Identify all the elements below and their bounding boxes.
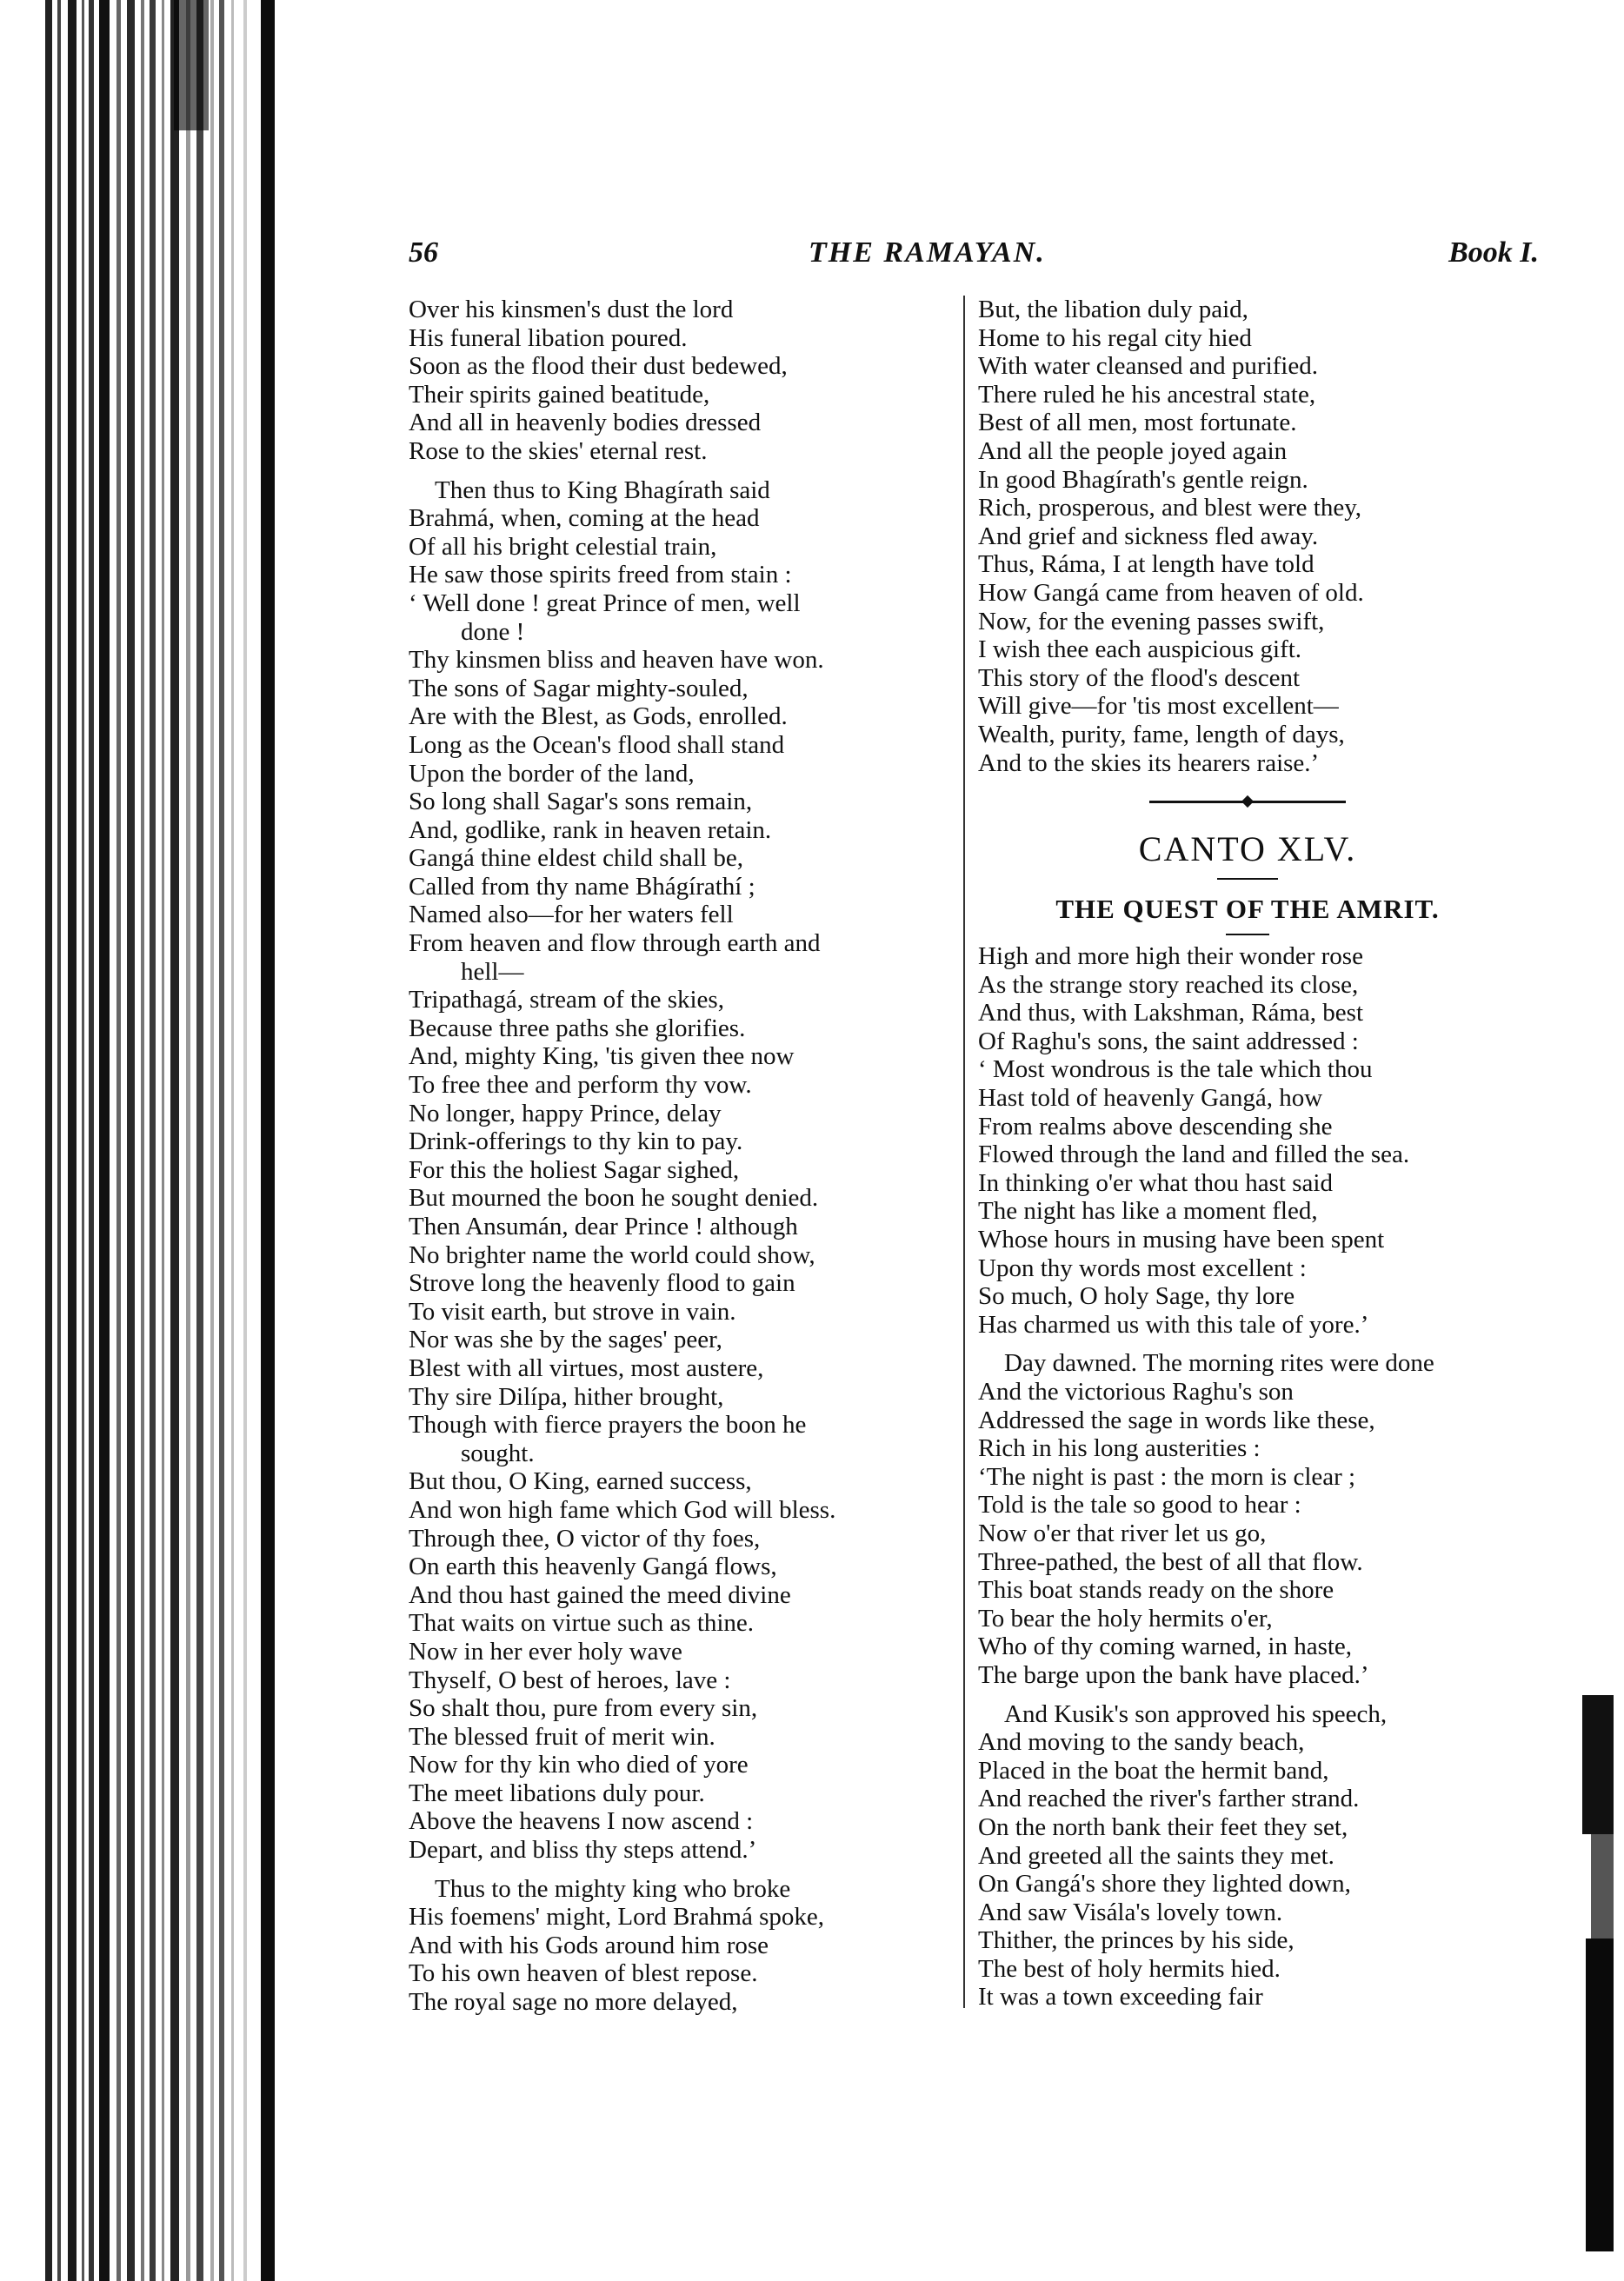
verse-line: Gangá thine eldest child shall be, — [409, 844, 743, 873]
verse-line: And, mighty King, 'tis given thee now — [409, 1042, 795, 1071]
verse-line: Though with fierce prayers the boon he — [409, 1411, 807, 1440]
page-number: 56 — [409, 236, 438, 269]
verse-line: And, godlike, rank in heaven retain. — [409, 815, 772, 844]
verse-line: Upon thy words most excellent : — [978, 1254, 1307, 1282]
verse-line: The meet libations duly pour. — [409, 1779, 705, 1807]
verse-line: There ruled he his ancestral state, — [978, 380, 1316, 409]
verse-line: Upon the border of the land, — [409, 759, 695, 788]
verse-line: This story of the flood's descent — [978, 663, 1301, 692]
verse-line: Told is the tale so good to hear : — [978, 1491, 1301, 1520]
verse-line: Rich in his long austerities : — [978, 1434, 1261, 1463]
verse-line: To bear the holy hermits o'er, — [978, 1604, 1273, 1633]
verse-line: With water cleansed and purified. — [978, 352, 1318, 381]
verse-line: ‘ Well done ! great Prince of men, well — [409, 589, 801, 617]
verse-line: I wish thee each auspicious gift. — [978, 635, 1302, 664]
verse-line: For this the holiest Sagar sighed, — [409, 1155, 740, 1184]
verse-line: And won high fame which God will bless. — [409, 1495, 836, 1524]
verse-line: Tripathagá, stream of the skies, — [409, 986, 724, 1014]
section-ornament — [978, 786, 1517, 812]
verse-line: Because three paths she glorifies. — [409, 1014, 746, 1042]
verse-line: And greeted all the saints they met. — [978, 1841, 1334, 1870]
verse-line: Whose hours in musing have been spent — [978, 1226, 1385, 1254]
verse-line: But, the libation duly paid, — [978, 296, 1248, 323]
verse-line: And to the skies its hearers raise.’ — [978, 748, 1320, 777]
verse-line: Now for thy kin who died of yore — [409, 1751, 749, 1779]
verse-line: Nor was she by the sages' peer, — [409, 1326, 722, 1354]
verse-line: Hast told of heavenly Gangá, how — [978, 1084, 1323, 1113]
verse-line: Through thee, O victor of thy foes, — [409, 1524, 761, 1553]
verse-line: And thou hast gained the meed divine — [409, 1580, 791, 1609]
verse-line: And thus, with Lakshman, Ráma, best — [978, 999, 1364, 1027]
verse-line: Named also—for her waters fell — [409, 901, 734, 929]
verse-line: To his own heaven of blest repose. — [409, 1959, 758, 1988]
verse-line: ‘ Most wondrous is the tale which thou — [978, 1055, 1373, 1084]
verse-line: How Gangá came from heaven of old. — [978, 578, 1364, 607]
verse-line: Then thus to King Bhagírath said — [435, 475, 770, 504]
scan-edge-artifact — [1574, 1695, 1624, 2260]
verse-line: The blessed fruit of merit win. — [409, 1722, 715, 1751]
verse-line: Rich, prosperous, and blest were they, — [978, 494, 1362, 522]
verse-line: And the victorious Raghu's son — [978, 1378, 1294, 1406]
verse-line: It was a town exceeding fair — [978, 1983, 1263, 2012]
verse-line: But mourned the boon he sought denied. — [409, 1184, 819, 1213]
right-column — [978, 296, 1517, 2012]
verse-line: His foemens' might, Lord Brahmá spoke, — [409, 1903, 825, 1932]
verse-line: And all the people joyed again — [978, 436, 1288, 465]
verse-line: Now in her ever holy wave — [409, 1637, 682, 1666]
verse-line: Then Ansumán, dear Prince ! although — [409, 1213, 798, 1240]
verse-line: The barge upon the bank have placed.’ — [978, 1660, 1369, 1689]
verse-line: Their spirits gained beatitude, — [409, 380, 710, 409]
verse-line: Has charmed us with this tale of yore.’ — [978, 1310, 1369, 1339]
verse-line: Over his kinsmen's dust the lord — [409, 296, 734, 323]
verse-line: Now o'er that river let us go, — [978, 1519, 1267, 1547]
right-column-verses-bottom — [978, 942, 1517, 2012]
verse-line: From heaven and flow through earth and — [409, 929, 821, 958]
scan-binding-edge — [0, 0, 287, 2281]
verse-line: So long shall Sagar's sons remain, — [409, 788, 753, 816]
verse-line: Brahmá, when, coming at the head — [409, 504, 760, 533]
verse-line: The best of holy hermits hied. — [978, 1954, 1281, 1983]
canto-title: CANTO XLV. — [1138, 829, 1357, 869]
verse-line: On Gangá's shore they lighted down, — [978, 1870, 1351, 1899]
verse-line: And moving to the sandy beach, — [978, 1728, 1305, 1757]
verse-line: And grief and sickness fled away. — [978, 522, 1319, 550]
title-rule — [1217, 878, 1278, 880]
verse-line: So much, O holy Sage, thy lore — [978, 1282, 1295, 1311]
verse-line: And all in heavenly bodies dressed — [409, 409, 762, 437]
verse-line: hell— — [461, 957, 524, 986]
verse-line: The royal sage no more delayed, — [409, 1988, 738, 2017]
verse-line: done ! — [461, 617, 525, 646]
verse-line: Blest with all virtues, most austere, — [409, 1353, 764, 1382]
running-title: THE RAMAYAN. — [809, 236, 1046, 269]
verse-line: Addressed the sage in words like these, — [978, 1406, 1375, 1434]
verse-line: And saw Visála's lovely town. — [978, 1898, 1283, 1926]
verse-line: But thou, O King, earned success, — [409, 1467, 752, 1496]
verse-line: Thy sire Dilípa, hither brought, — [409, 1382, 724, 1411]
verse-line: Rose to the skies' eternal rest. — [409, 436, 708, 465]
verse-line: From realms above descending she — [978, 1112, 1333, 1140]
verse-line: Day dawned. The morning rites were done — [1004, 1349, 1434, 1378]
verse-line: Thither, the princes by his side, — [978, 1926, 1295, 1955]
verse-line: No longer, happy Prince, delay — [409, 1099, 722, 1127]
verse-line: And with his Gods around him rose — [409, 1931, 769, 1959]
verse-line: Soon as the flood their dust bedewed, — [409, 352, 788, 381]
verse-line: And Kusik's son approved his speech, — [1004, 1699, 1388, 1728]
verse-line: Wealth, purity, fame, length of days, — [978, 720, 1345, 748]
canto-subtitle: THE QUEST OF THE AMRIT. — [1055, 894, 1440, 925]
verse-line: The sons of Sagar mighty-souled, — [409, 674, 749, 702]
verse-line: And reached the river's farther strand. — [978, 1785, 1360, 1813]
verse-line: Of Raghu's sons, the saint addressed : — [978, 1027, 1359, 1055]
right-column-verses-top — [978, 296, 1517, 777]
verse-line: That waits on virtue such as thine. — [409, 1609, 755, 1638]
verse-line: Home to his regal city hied — [978, 323, 1252, 352]
verse-line: So shalt thou, pure from every sin, — [409, 1694, 758, 1723]
verse-line: In thinking o'er what thou hast said — [978, 1168, 1333, 1197]
verse-line: Three-pathed, the best of all that flow. — [978, 1547, 1363, 1576]
verse-line: On earth this heavenly Gangá flows, — [409, 1553, 777, 1581]
verse-line: Will give—for 'tis most excellent— — [978, 692, 1339, 721]
verse-line: Long as the Ocean's flood shall stand — [409, 730, 785, 759]
verse-line: As the strange story reached its close, — [978, 970, 1359, 999]
verse-line: This boat stands ready on the shore — [978, 1576, 1334, 1605]
verse-line: His funeral libation poured. — [409, 323, 688, 352]
subtitle-rule — [1226, 934, 1269, 935]
verse-line: Called from thy name Bhágírathí ; — [409, 872, 755, 901]
verse-line: sought. — [461, 1439, 535, 1467]
verse-line: Who of thy coming warned, in haste, — [978, 1633, 1353, 1661]
verse-line: To visit earth, but strove in vain. — [409, 1297, 736, 1326]
verse-line: Are with the Blest, as Gods, enrolled. — [409, 702, 788, 731]
verse-line: Thyself, O best of heroes, lave : — [409, 1666, 731, 1694]
verse-line: To free thee and perform thy vow. — [409, 1071, 752, 1100]
running-header — [409, 236, 1539, 280]
verse-line: Of all his bright celestial train, — [409, 532, 717, 561]
column-divider — [963, 296, 965, 2008]
left-column — [409, 296, 965, 2017]
verse-line: The night has like a moment fled, — [978, 1197, 1318, 1226]
verse-line: Thus, Ráma, I at length have told — [978, 550, 1315, 579]
verse-line: No brighter name the world could show, — [409, 1240, 815, 1269]
verse-line: Thy kinsmen bliss and heaven have won. — [409, 646, 824, 675]
verse-line: Thus to the mighty king who broke — [435, 1874, 791, 1903]
verse-line: Drink-offerings to thy kin to pay. — [409, 1127, 743, 1156]
book-label: Book I. — [1448, 236, 1539, 269]
verse-line: Strove long the heavenly flood to gain — [409, 1269, 795, 1298]
verse-line: Best of all men, most fortunate. — [978, 409, 1297, 437]
verse-line: High and more high their wonder rose — [978, 942, 1363, 971]
verse-line: In good Bhagírath's gentle reign. — [978, 465, 1308, 494]
verse-line: Now, for the evening passes swift, — [978, 607, 1325, 635]
verse-line: Depart, and bliss thy steps attend.’ — [409, 1836, 757, 1865]
verse-line: On the north bank their feet they set, — [978, 1812, 1348, 1841]
verse-line: Flowed through the land and filled the sea. — [978, 1140, 1410, 1169]
verse-line: He saw those spirits freed from stain : — [409, 561, 792, 589]
verse-line: Placed in the boat the hermit band, — [978, 1756, 1329, 1785]
verse-line: Above the heavens I now ascend : — [409, 1807, 754, 1836]
verse-line: ‘The night is past : the morn is clear ; — [978, 1462, 1356, 1491]
